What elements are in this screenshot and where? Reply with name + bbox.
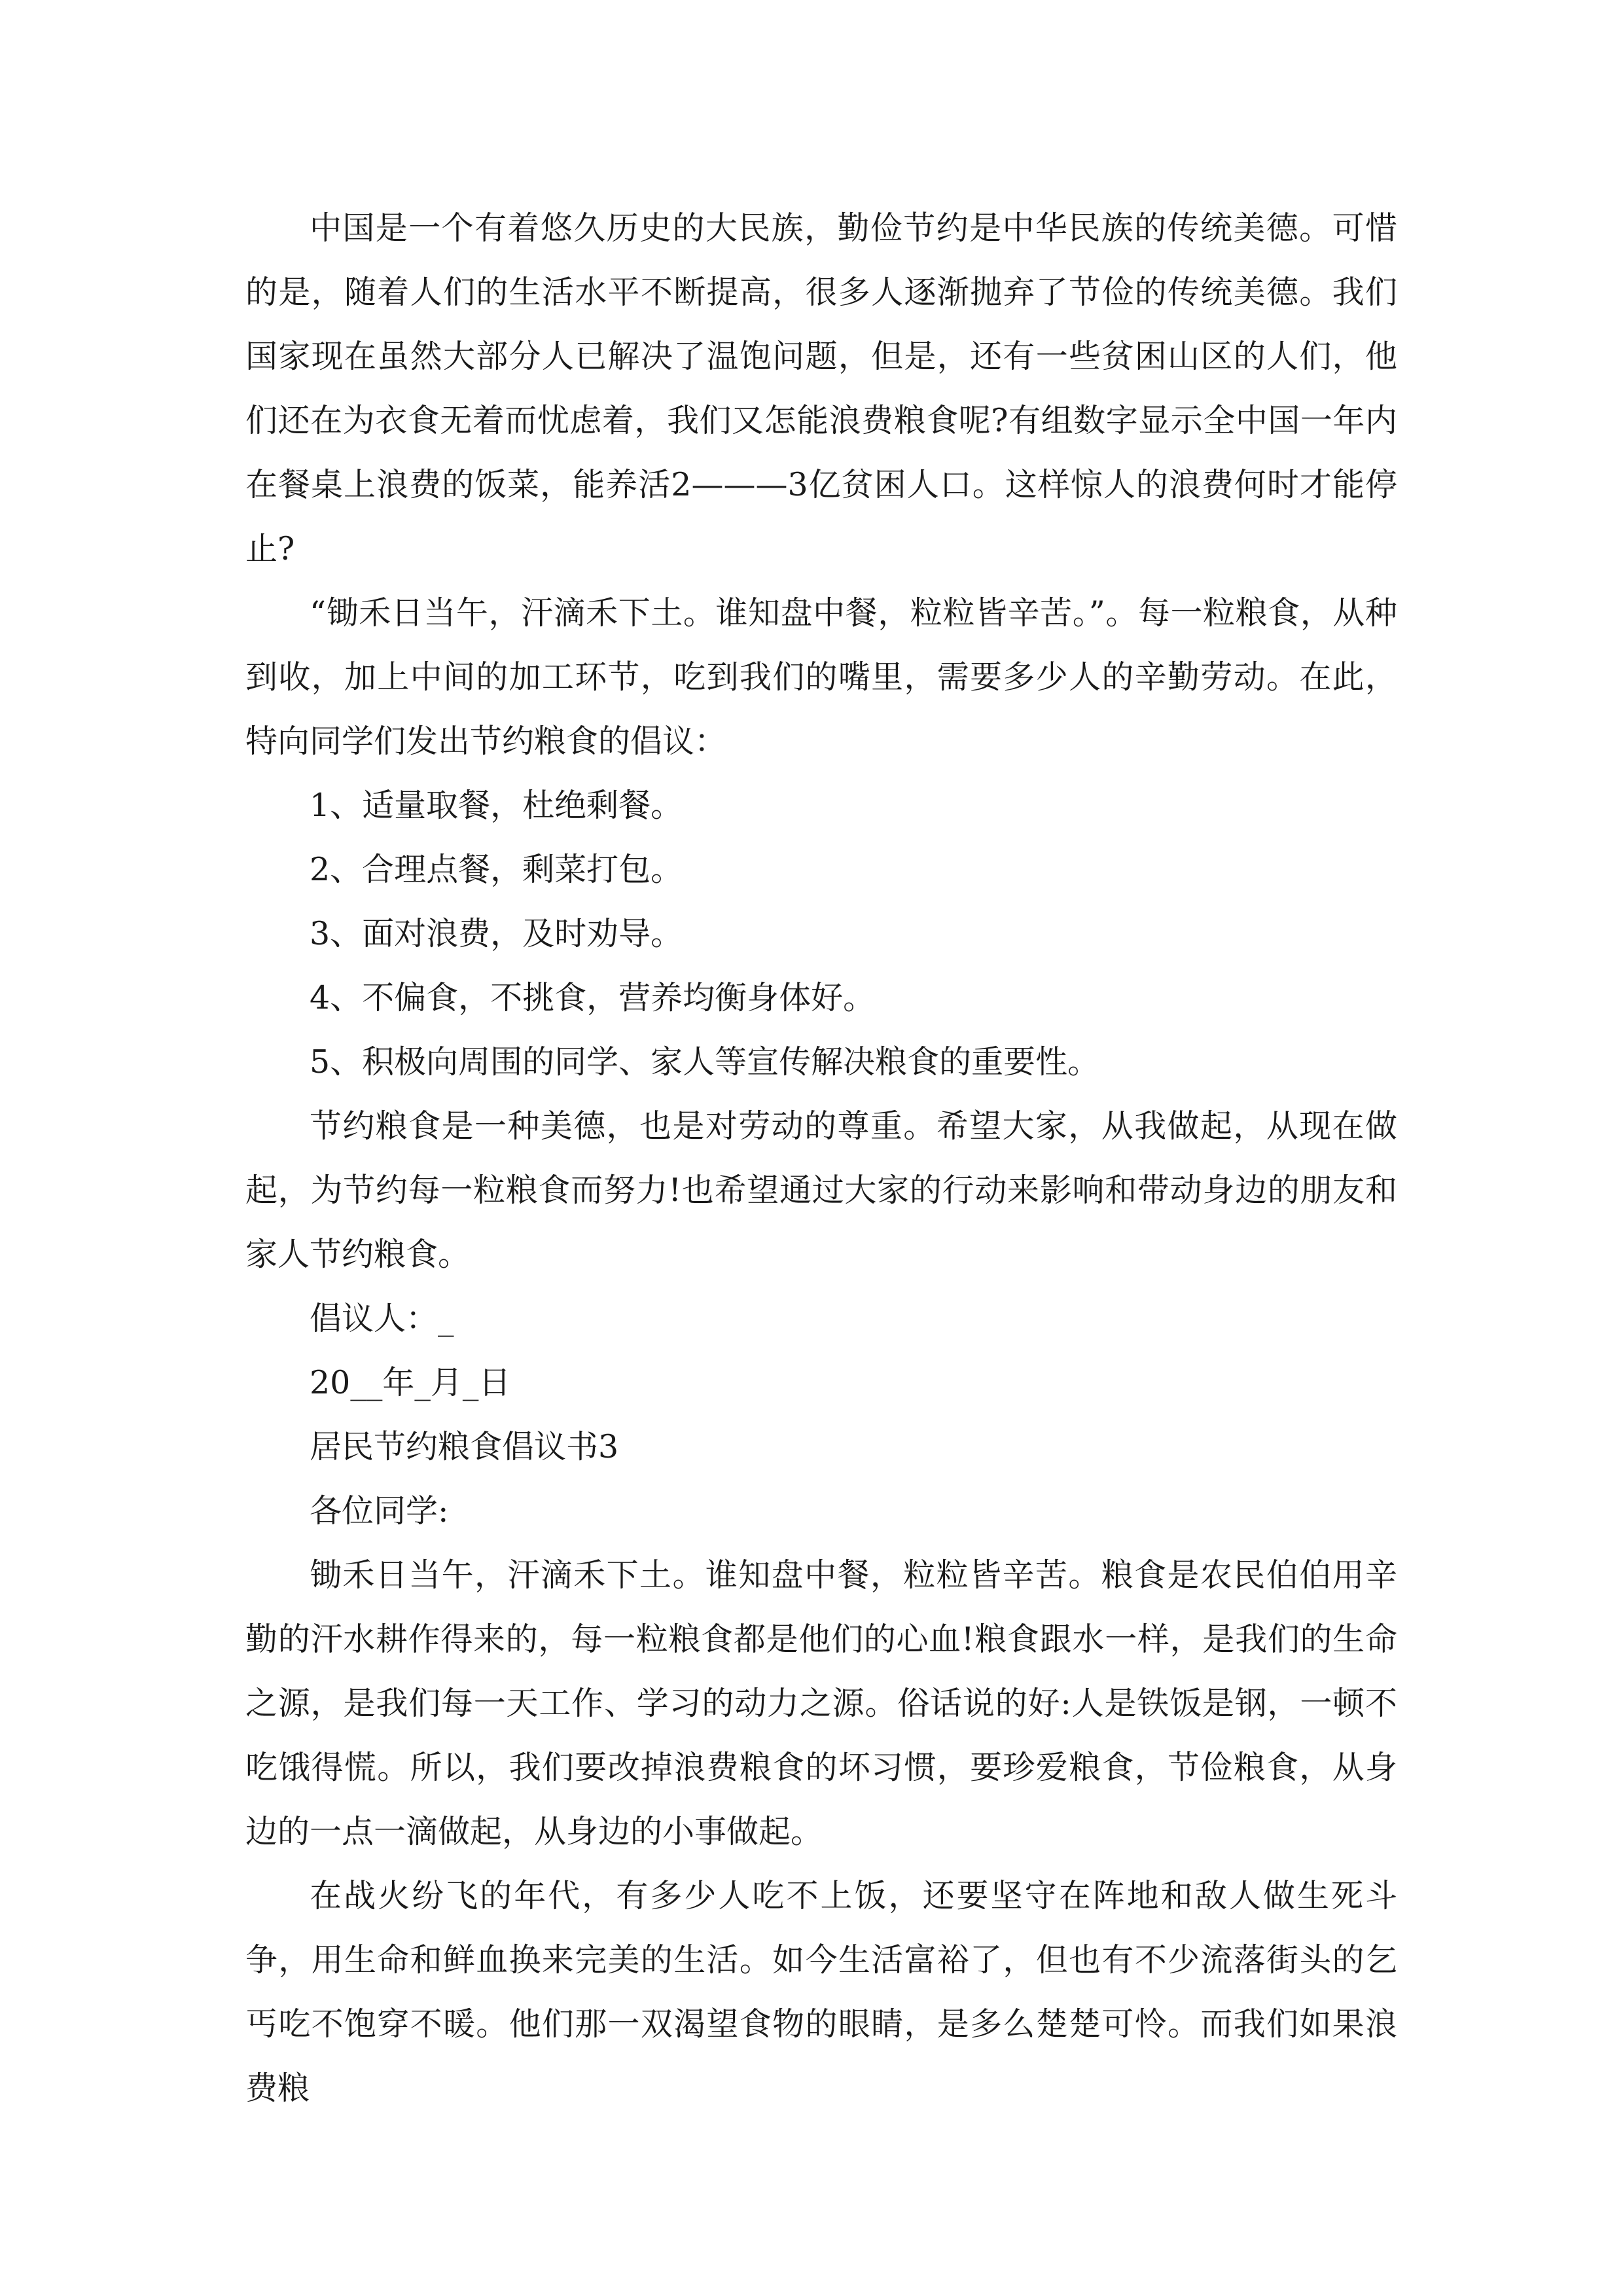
proposal-item-5: 5、积极向周围的同学、家人等宣传解决粮食的重要性。: [310, 1043, 1100, 1081]
salutation: 各位同学:: [310, 1492, 449, 1530]
paragraph-poem-appeal: “锄禾日当午，汗滴禾下土。谁知盘中餐，粒粒皆辛苦。”。每一粒粮食，从种到收，加上中间的加工环节，吃到我们的嘴里，需要多少人的辛勤劳动。在此，特向同学们发出节约粮食的倡议：: [245, 594, 1397, 760]
date-line: 20__年_月_日: [310, 1364, 511, 1401]
paragraph-conclusion: 节约粮食是一种美德，也是对劳动的尊重。希望大家，从我做起，从现在做起，为节约每一粒粮食而努力!也希望通过大家的行动来影响和带动身边的朋友和家人节约粮食。: [245, 1107, 1397, 1273]
proposal-item-1: 1、适量取餐，杜绝剩餐。: [310, 787, 683, 824]
proposal-item-2: 2、合理点餐，剩菜打包。: [310, 851, 683, 888]
signature-line: 倡议人：_: [310, 1300, 454, 1337]
paragraph-war-era: 在战火纷飞的年代，有多少人吃不上饭，还要坚守在阵地和敌人做生死斗争，用生命和鲜血换来完美的生活。如今生活富裕了，但也有不少流落街头的乞丐吃不饱穿不暖。他们那一双渴望食物的眼睛，是多么楚楚可怜。而我们如果浪费粮: [245, 1877, 1397, 2107]
paragraph-grain-value: 锄禾日当午，汗滴禾下土。谁知盘中餐，粒粒皆辛苦。粮食是农民伯伯用辛勤的汗水耕作得来的，每一粒粮食都是他们的心血!粮食跟水一样，是我们的生命之源，是我们每一天工作、学习的动力之源。俗话说的好:人是铁饭是钢，一顿不吃饿得慌。所以，我们要改掉浪费粮食的坏习惯，要珍爱粮食，节俭粮食，从身边的一点一滴做起，从身边的小事做起。: [245, 1556, 1397, 1850]
document-body: [245, 196, 1397, 2121]
paragraph-intro: 中国是一个有着悠久历史的大民族，勤俭节约是中华民族的传统美德。可惜的是，随着人们的生活水平不断提高，很多人逐渐抛弃了节俭的传统美德。我们国家现在虽然大部分人已解决了温饱问题，但是，还有一些贫困山区的人们，他们还在为衣食无着而忧虑着，我们又怎能浪费粮食呢?有组数字显示全中国一年内在餐桌上浪费的饭菜，能养活2———3亿贫困人口。这样惊人的浪费何时才能停止?: [245, 209, 1397, 567]
proposal-item-4: 4、不偏食，不挑食，营养均衡身体好。: [310, 979, 876, 1016]
section-title: 居民节约粮食倡议书3: [310, 1428, 619, 1465]
proposal-item-3: 3、面对浪费，及时劝导。: [310, 915, 683, 952]
